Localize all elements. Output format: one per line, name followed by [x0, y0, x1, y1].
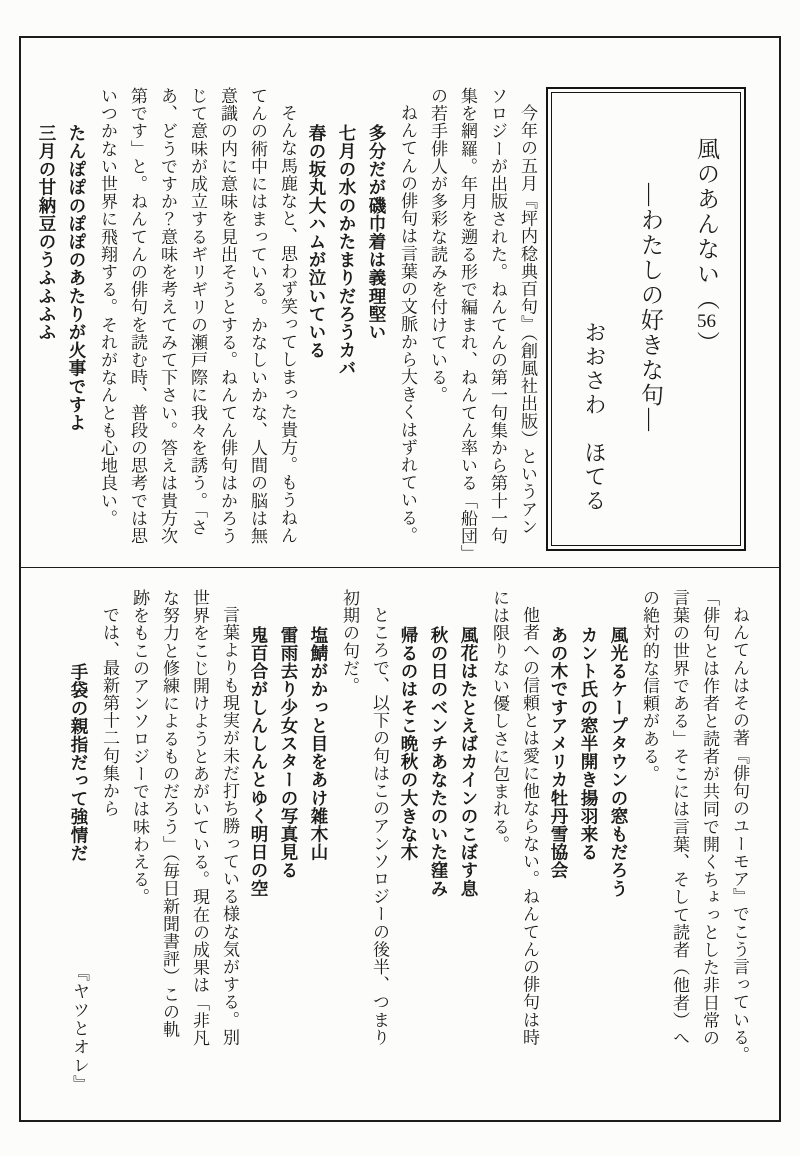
- text-column: の絶対的な信頼がある。: [640, 589, 659, 783]
- text-column: の若手俳人が多彩な読みを付けている。: [428, 87, 447, 404]
- title-text: [548, 89, 744, 549]
- text-column: ところで、以下の句はこのアンソロジーの後半、つまり: [370, 606, 389, 1046]
- haiku-line: 帰るのはそこ晩秋の大きな木: [399, 625, 419, 862]
- series-title: [678, 97, 734, 541]
- text-column: 今年の五月『坪内稔典百句』（創風社出版）というアン: [518, 104, 537, 536]
- haiku-line: 多分だが磯巾着は義理堅い: [367, 123, 387, 341]
- text-column: 集を網羅。年月を遡る形で編まれ、ねんてん率いる「船団」: [458, 87, 477, 563]
- text-column: では、最新第十二句集から: [100, 606, 119, 818]
- haiku-line: 雷雨去り少女スターの写真見る: [279, 625, 299, 880]
- series-title-pre: 風のあんない（: [694, 137, 719, 312]
- text-column: あ、どうですか？意味を考えてみて下さい。答えは貴方次: [158, 87, 177, 545]
- haiku-line: たんぽぽのぽぽのあたりが火事ですよ: [67, 123, 87, 432]
- title-box: [546, 87, 746, 551]
- book-title: 『ヤツとオレ』: [70, 963, 89, 1093]
- top-text-section: [30, 87, 542, 563]
- haiku-line: 風光るケープタウンの窓もだろう: [609, 625, 629, 898]
- haiku-line: 塩鯖がかっと目をあけ雑木山: [309, 625, 329, 862]
- text-column: そんな馬鹿なと、思わず笑ってしまった貴方。もうねん: [278, 104, 297, 544]
- bottom-text-section: [54, 589, 754, 1109]
- text-column: 言葉よりも現実が未だ打ち勝っている様な気がする。別: [220, 606, 239, 1046]
- haiku-line: 鬼百合がしんしんとゆく明日の空: [249, 625, 269, 898]
- text-column: には限りない優しさに包まれる。: [490, 589, 509, 853]
- text-column: ねんてんの俳句は言葉の文脈から大きくはずれている。: [398, 104, 417, 544]
- haiku-line: 七月の水のかたまりだろうカバ: [337, 123, 357, 378]
- haiku-line: カント氏の窓半開き揚羽来る: [579, 625, 599, 862]
- author-name: おおさわ ほてる: [582, 321, 607, 513]
- haiku-line: あの木ですアメリカ牡丹雪協会: [549, 625, 569, 880]
- text-column: じて意味が成立するギリギリの瀬戸際に我々を誘う。「さ: [188, 87, 207, 537]
- text-column: 言葉の世界である」そこには言葉、そして読者（他者）へ: [670, 589, 689, 1047]
- text-column: 他者への信頼とは愛に他ならない。ねんてんの俳句は時: [520, 606, 539, 1046]
- haiku-line: 秋の日のベンチあなたのいた窪み: [429, 625, 449, 898]
- text-column: ソロジーが出版された。ねんてんの第一句集から第十一句: [488, 87, 507, 545]
- text-column: てんの術中にはまっている。かなしいかな、人間の脳は無: [248, 87, 267, 545]
- text-column: 第です」と。ねんてんの俳句を読む時、普段の思考では思: [128, 87, 147, 545]
- section-divider: [21, 567, 779, 568]
- haiku-text: 手袋の親指だって強情だ: [69, 662, 89, 862]
- haiku-line: [64, 589, 94, 1109]
- text-column: ねんてんはその著『俳句のユーモア』でこう言っている。: [730, 606, 749, 1064]
- text-column: 跡をもこのアンソロジーでは味わえる。: [130, 589, 149, 906]
- column-subtitle: ―わたしの好きな句―: [638, 183, 663, 433]
- series-number: 56: [697, 312, 716, 331]
- haiku-line: 風花はたとえばカインのこぼす息: [459, 625, 479, 898]
- text-column: 意識の内に意味を見出そうとする。ねんてん俳句はかろう: [218, 87, 237, 545]
- text-column: 初期の句だ。: [340, 589, 359, 695]
- series-title-post: ）: [694, 331, 719, 356]
- text-column: な努力と修練によるものだろう」（毎日新聞書評）この軌: [160, 589, 179, 1039]
- text-column: 「俳句とは作者と読者が共同で開くちょっとした非日常の: [700, 589, 719, 1047]
- text-column: 世界をこじ開けようとあがいている。現在の成果は「非凡: [190, 589, 209, 1047]
- haiku-line: 三月の甘納豆のうふふふふ: [37, 123, 57, 341]
- page-frame: [19, 36, 781, 1122]
- text-column: いつかない世界に飛翔する。それがなんとも心地良い。: [98, 87, 117, 527]
- haiku-line: 春の坂丸大ハムが泣いている: [307, 123, 327, 360]
